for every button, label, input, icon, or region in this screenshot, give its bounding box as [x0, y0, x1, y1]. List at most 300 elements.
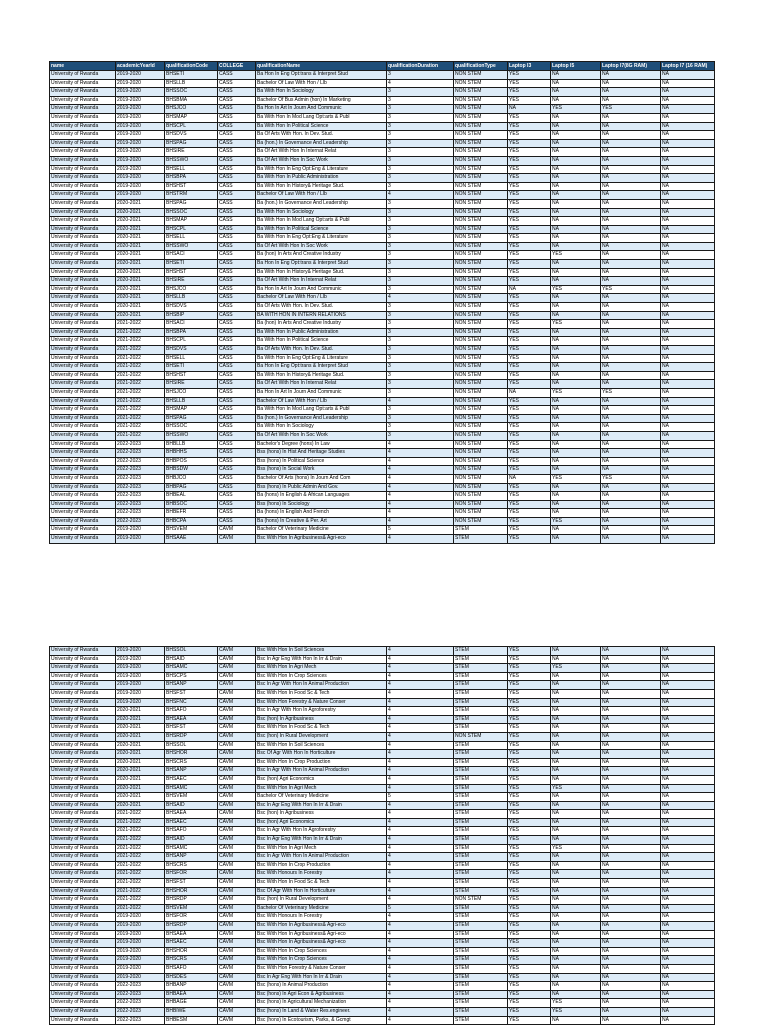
table-cell[interactable]: 2021-2022: [116, 810, 165, 819]
table-cell[interactable]: CASS: [218, 423, 256, 432]
table-cell[interactable]: NA: [551, 380, 601, 389]
table-cell[interactable]: University of Rwanda: [50, 741, 116, 750]
table-cell[interactable]: NA: [601, 96, 661, 105]
table-cell[interactable]: NA: [601, 251, 661, 260]
table-cell[interactable]: 4: [387, 767, 454, 776]
table-cell[interactable]: Bsc With Hon In Agribusiness& Agri-eco: [256, 939, 387, 948]
table-cell[interactable]: University of Rwanda: [50, 88, 116, 97]
table-cell[interactable]: University of Rwanda: [50, 346, 116, 355]
table-cell[interactable]: 2019-2020: [116, 947, 165, 956]
table-cell[interactable]: University of Rwanda: [50, 208, 116, 217]
table-cell[interactable]: BHSVEM: [165, 526, 218, 535]
table-cell[interactable]: NA: [661, 96, 715, 105]
table-cell[interactable]: 2019-2020: [116, 148, 165, 157]
table-cell[interactable]: University of Rwanda: [50, 96, 116, 105]
table-cell[interactable]: CAVM: [218, 707, 256, 716]
table-cell[interactable]: YES: [601, 474, 661, 483]
table-cell[interactable]: 2020-2021: [116, 208, 165, 217]
table-cell[interactable]: NA: [661, 1007, 715, 1016]
table-cell[interactable]: YES: [551, 285, 601, 294]
table-cell[interactable]: NA: [601, 174, 661, 183]
table-cell[interactable]: BHSELL: [165, 165, 218, 174]
table-cell[interactable]: 3: [387, 406, 454, 415]
table-cell[interactable]: Bsc (hons) In Land & Water Res.engineer.: [256, 1007, 387, 1016]
table-cell[interactable]: NA: [601, 689, 661, 698]
table-cell[interactable]: University of Rwanda: [50, 199, 116, 208]
table-cell[interactable]: 2019-2020: [116, 956, 165, 965]
table-cell[interactable]: BHSHOR: [165, 750, 218, 759]
table-cell[interactable]: STEM: [454, 990, 508, 999]
table-cell[interactable]: NA: [661, 474, 715, 483]
table-cell[interactable]: 3: [387, 423, 454, 432]
table-cell[interactable]: 4: [387, 655, 454, 664]
table-cell[interactable]: NA: [661, 818, 715, 827]
table-cell[interactable]: YES: [508, 311, 551, 320]
table-cell[interactable]: NA: [601, 431, 661, 440]
table-cell[interactable]: NON STEM: [454, 182, 508, 191]
table-cell[interactable]: University of Rwanda: [50, 896, 116, 905]
table-cell[interactable]: 4: [387, 750, 454, 759]
table-cell[interactable]: NA: [601, 260, 661, 269]
table-cell[interactable]: 2020-2021: [116, 199, 165, 208]
table-cell[interactable]: University of Rwanda: [50, 191, 116, 200]
table-cell[interactable]: 3: [387, 148, 454, 157]
table-cell[interactable]: CASS: [218, 483, 256, 492]
table-cell[interactable]: NA: [661, 320, 715, 329]
table-cell[interactable]: NA: [551, 973, 601, 982]
table-cell[interactable]: CASS: [218, 113, 256, 122]
table-cell[interactable]: YES: [508, 208, 551, 217]
table-cell[interactable]: BHSJCO: [165, 388, 218, 397]
table-cell[interactable]: NA: [661, 242, 715, 251]
table-cell[interactable]: YES: [508, 758, 551, 767]
table-cell[interactable]: YES: [508, 698, 551, 707]
table-cell[interactable]: 4: [387, 930, 454, 939]
table-cell[interactable]: NON STEM: [454, 225, 508, 234]
table-cell[interactable]: NA: [551, 414, 601, 423]
table-cell[interactable]: 2021-2022: [116, 836, 165, 845]
table-cell[interactable]: CAVM: [218, 724, 256, 733]
table-cell[interactable]: NA: [551, 672, 601, 681]
table-cell[interactable]: 3: [387, 139, 454, 148]
table-cell[interactable]: 2020-2021: [116, 715, 165, 724]
table-cell[interactable]: University of Rwanda: [50, 861, 116, 870]
table-cell[interactable]: NA: [551, 827, 601, 836]
table-cell[interactable]: NA: [601, 784, 661, 793]
table-cell[interactable]: University of Rwanda: [50, 397, 116, 406]
table-cell[interactable]: 2021-2022: [116, 363, 165, 372]
table-cell[interactable]: University of Rwanda: [50, 277, 116, 286]
table-cell[interactable]: STEM: [454, 939, 508, 948]
table-cell[interactable]: NA: [601, 1016, 661, 1025]
table-cell[interactable]: CASS: [218, 509, 256, 518]
table-cell[interactable]: University of Rwanda: [50, 440, 116, 449]
table-cell[interactable]: YES: [508, 689, 551, 698]
table-cell[interactable]: Ba Of Art With Hon In Internat Relat: [256, 148, 387, 157]
table-cell[interactable]: NA: [551, 930, 601, 939]
table-cell[interactable]: NA: [661, 853, 715, 862]
table-cell[interactable]: NA: [551, 363, 601, 372]
table-cell[interactable]: NA: [661, 999, 715, 1008]
table-cell[interactable]: NA: [551, 268, 601, 277]
table-cell[interactable]: 2020-2021: [116, 750, 165, 759]
table-cell[interactable]: Bachelor Of Arts (hons) In Journ And Com: [256, 474, 387, 483]
table-cell[interactable]: 2021-2022: [116, 337, 165, 346]
table-cell[interactable]: NA: [601, 904, 661, 913]
table-cell[interactable]: BHSFOR: [165, 870, 218, 879]
table-cell[interactable]: NA: [601, 973, 661, 982]
table-cell[interactable]: 3: [387, 88, 454, 97]
table-cell[interactable]: 4: [387, 896, 454, 905]
table-cell[interactable]: University of Rwanda: [50, 217, 116, 226]
table-cell[interactable]: University of Rwanda: [50, 939, 116, 948]
table-cell[interactable]: NON STEM: [454, 466, 508, 475]
table-cell[interactable]: CASS: [218, 277, 256, 286]
table-cell[interactable]: NON STEM: [454, 165, 508, 174]
table-cell[interactable]: NA: [601, 414, 661, 423]
table-cell[interactable]: CASS: [218, 474, 256, 483]
table-cell[interactable]: NA: [661, 303, 715, 312]
table-cell[interactable]: YES: [508, 990, 551, 999]
table-cell[interactable]: YES: [508, 999, 551, 1008]
table-cell[interactable]: NON STEM: [454, 483, 508, 492]
table-cell[interactable]: YES: [508, 71, 551, 80]
table-cell[interactable]: CAVM: [218, 1016, 256, 1025]
table-cell[interactable]: NA: [601, 199, 661, 208]
table-cell[interactable]: University of Rwanda: [50, 870, 116, 879]
table-cell[interactable]: 2021-2022: [116, 397, 165, 406]
table-cell[interactable]: Ba With Hon In Political Science: [256, 225, 387, 234]
table-cell[interactable]: BHSRDP: [165, 732, 218, 741]
table-cell[interactable]: CASS: [218, 260, 256, 269]
table-cell[interactable]: NA: [661, 260, 715, 269]
table-cell[interactable]: NON STEM: [454, 131, 508, 140]
table-cell[interactable]: NON STEM: [454, 105, 508, 114]
table-cell[interactable]: NA: [661, 775, 715, 784]
table-cell[interactable]: BHSCPS: [165, 672, 218, 681]
table-cell[interactable]: NA: [601, 277, 661, 286]
table-cell[interactable]: NA: [661, 449, 715, 458]
table-cell[interactable]: NA: [661, 904, 715, 913]
table-cell[interactable]: Bsc With Hon In Agri Mech: [256, 844, 387, 853]
table-cell[interactable]: Bsc With Honours In Forestry: [256, 913, 387, 922]
table-cell[interactable]: University of Rwanda: [50, 371, 116, 380]
table-cell[interactable]: BHSFST: [165, 724, 218, 733]
table-cell[interactable]: Bsc In Agr Eng With Hon In Irr & Drain: [256, 836, 387, 845]
table-cell[interactable]: YES: [508, 887, 551, 896]
table-cell[interactable]: BHSCRS: [165, 956, 218, 965]
table-cell[interactable]: NON STEM: [454, 251, 508, 260]
table-cell[interactable]: University of Rwanda: [50, 732, 116, 741]
table-cell[interactable]: NON STEM: [454, 346, 508, 355]
table-cell[interactable]: STEM: [454, 793, 508, 802]
table-cell[interactable]: University of Rwanda: [50, 990, 116, 999]
table-cell[interactable]: BHSACI: [165, 320, 218, 329]
table-cell[interactable]: BHSLLB: [165, 79, 218, 88]
table-cell[interactable]: 4: [387, 887, 454, 896]
table-cell[interactable]: NA: [551, 303, 601, 312]
table-cell[interactable]: NA: [661, 939, 715, 948]
table-cell[interactable]: 3: [387, 371, 454, 380]
table-cell[interactable]: Bachelor Of Law With Hon / Llb: [256, 79, 387, 88]
table-cell[interactable]: STEM: [454, 982, 508, 991]
table-cell[interactable]: BHSAMC: [165, 664, 218, 673]
table-cell[interactable]: University of Rwanda: [50, 449, 116, 458]
table-cell[interactable]: 2019-2020: [116, 165, 165, 174]
table-cell[interactable]: CAVM: [218, 896, 256, 905]
table-cell[interactable]: NON STEM: [454, 363, 508, 372]
table-cell[interactable]: CAVM: [218, 982, 256, 991]
table-cell[interactable]: YES: [508, 225, 551, 234]
table-cell[interactable]: YES: [508, 535, 551, 544]
table-cell[interactable]: BHSMAP: [165, 113, 218, 122]
table-cell[interactable]: Bsc In Agr Eng With Hon In Irr & Drain: [256, 655, 387, 664]
table-cell[interactable]: Bsc In Agr With Hon In Animal Production: [256, 767, 387, 776]
table-cell[interactable]: BHBEAL: [165, 492, 218, 501]
table-cell[interactable]: NA: [661, 500, 715, 509]
table-cell[interactable]: University of Rwanda: [50, 285, 116, 294]
table-cell[interactable]: 3: [387, 268, 454, 277]
table-cell[interactable]: Bsc (hon) In Agribusiness: [256, 810, 387, 819]
table-cell[interactable]: 4: [387, 775, 454, 784]
table-cell[interactable]: YES: [508, 122, 551, 131]
table-cell[interactable]: YES: [508, 277, 551, 286]
table-cell[interactable]: NA: [601, 337, 661, 346]
table-cell[interactable]: NA: [661, 767, 715, 776]
table-cell[interactable]: CAVM: [218, 647, 256, 656]
table-cell[interactable]: 2019-2020: [116, 698, 165, 707]
table-cell[interactable]: CASS: [218, 346, 256, 355]
table-cell[interactable]: YES: [508, 242, 551, 251]
table-cell[interactable]: CAVM: [218, 818, 256, 827]
table-cell[interactable]: NA: [601, 500, 661, 509]
table-cell[interactable]: University of Rwanda: [50, 320, 116, 329]
table-cell[interactable]: University of Rwanda: [50, 105, 116, 114]
table-cell[interactable]: CAVM: [218, 758, 256, 767]
table-cell[interactable]: NA: [601, 930, 661, 939]
table-cell[interactable]: Bsc (hons) In Ecotourism, Parks, & Gcmgt: [256, 1016, 387, 1025]
table-cell[interactable]: YES: [508, 879, 551, 888]
table-cell[interactable]: 2019-2020: [116, 672, 165, 681]
table-cell[interactable]: University of Rwanda: [50, 758, 116, 767]
table-cell[interactable]: University of Rwanda: [50, 139, 116, 148]
table-cell[interactable]: STEM: [454, 689, 508, 698]
table-cell[interactable]: 2021-2022: [116, 818, 165, 827]
table-cell[interactable]: 3: [387, 414, 454, 423]
table-cell[interactable]: BHSHST: [165, 182, 218, 191]
table-cell[interactable]: University of Rwanda: [50, 930, 116, 939]
table-cell[interactable]: NA: [601, 698, 661, 707]
table-cell[interactable]: BHSACI: [165, 251, 218, 260]
table-cell[interactable]: YES: [508, 156, 551, 165]
table-cell[interactable]: Ba (hons) In English & African Languages: [256, 492, 387, 501]
table-cell[interactable]: 4: [387, 715, 454, 724]
table-cell[interactable]: NON STEM: [454, 423, 508, 432]
table-cell[interactable]: University of Rwanda: [50, 492, 116, 501]
table-cell[interactable]: CAVM: [218, 861, 256, 870]
table-cell[interactable]: NA: [551, 836, 601, 845]
table-cell[interactable]: 4: [387, 492, 454, 501]
table-cell[interactable]: 2021-2022: [116, 887, 165, 896]
table-cell[interactable]: 2020-2021: [116, 775, 165, 784]
table-cell[interactable]: 2021-2022: [116, 406, 165, 415]
table-cell[interactable]: NA: [601, 982, 661, 991]
table-cell[interactable]: University of Rwanda: [50, 982, 116, 991]
table-cell[interactable]: 3: [387, 311, 454, 320]
table-cell[interactable]: CAVM: [218, 801, 256, 810]
table-cell[interactable]: STEM: [454, 758, 508, 767]
table-cell[interactable]: YES: [508, 818, 551, 827]
table-cell[interactable]: BHSFOR: [165, 913, 218, 922]
table-cell[interactable]: STEM: [454, 672, 508, 681]
table-cell[interactable]: BHSPAG: [165, 414, 218, 423]
table-cell[interactable]: NA: [601, 818, 661, 827]
table-cell[interactable]: NON STEM: [454, 517, 508, 526]
table-cell[interactable]: NA: [661, 156, 715, 165]
table-cell[interactable]: CASS: [218, 328, 256, 337]
table-cell[interactable]: YES: [601, 285, 661, 294]
table-cell[interactable]: Bsc With Hon In Agri Mech: [256, 784, 387, 793]
table-cell[interactable]: NA: [661, 793, 715, 802]
table-cell[interactable]: NA: [601, 655, 661, 664]
table-cell[interactable]: BHSSOC: [165, 88, 218, 97]
table-cell[interactable]: Ba With Hon In Political Science: [256, 337, 387, 346]
table-cell[interactable]: 3: [387, 328, 454, 337]
table-cell[interactable]: CAVM: [218, 827, 256, 836]
table-cell[interactable]: STEM: [454, 647, 508, 656]
table-cell[interactable]: Ba Hon In Eng Opt:trans & Interpret Stud: [256, 260, 387, 269]
table-cell[interactable]: YES: [551, 320, 601, 329]
table-cell[interactable]: 2021-2022: [116, 827, 165, 836]
table-cell[interactable]: NA: [601, 380, 661, 389]
table-cell[interactable]: YES: [551, 664, 601, 673]
table-cell[interactable]: 2019-2020: [116, 88, 165, 97]
table-cell[interactable]: 2019-2020: [116, 689, 165, 698]
table-cell[interactable]: University of Rwanda: [50, 904, 116, 913]
table-cell[interactable]: 2022-2023: [116, 517, 165, 526]
table-cell[interactable]: BHSPAG: [165, 139, 218, 148]
table-cell[interactable]: Bachelor Of Veterinary Medicine: [256, 793, 387, 802]
table-cell[interactable]: BHSBMA: [165, 96, 218, 105]
table-cell[interactable]: NA: [661, 423, 715, 432]
table-cell[interactable]: 2021-2022: [116, 414, 165, 423]
table-cell[interactable]: STEM: [454, 836, 508, 845]
table-cell[interactable]: 2020-2021: [116, 251, 165, 260]
table-cell[interactable]: Bsc In Agr With Hon In Animal Production: [256, 681, 387, 690]
table-cell[interactable]: NA: [661, 758, 715, 767]
table-cell[interactable]: 4: [387, 801, 454, 810]
table-cell[interactable]: 3: [387, 174, 454, 183]
table-cell[interactable]: CASS: [218, 457, 256, 466]
table-cell[interactable]: CAVM: [218, 887, 256, 896]
table-cell[interactable]: NA: [661, 414, 715, 423]
table-cell[interactable]: Ba Hon In Art In Journ And Communic: [256, 285, 387, 294]
table-cell[interactable]: BHSJCO: [165, 285, 218, 294]
table-cell[interactable]: NON STEM: [454, 354, 508, 363]
table-cell[interactable]: NA: [601, 225, 661, 234]
table-cell[interactable]: CASS: [218, 492, 256, 501]
table-cell[interactable]: YES: [508, 973, 551, 982]
table-cell[interactable]: NA: [551, 148, 601, 157]
table-cell[interactable]: Bss (hons) In Public Admin And Gov.: [256, 483, 387, 492]
table-cell[interactable]: 2020-2021: [116, 801, 165, 810]
table-cell[interactable]: BHSELL: [165, 354, 218, 363]
table-cell[interactable]: University of Rwanda: [50, 707, 116, 716]
table-cell[interactable]: NON STEM: [454, 474, 508, 483]
table-cell[interactable]: NA: [601, 810, 661, 819]
table-cell[interactable]: University of Rwanda: [50, 466, 116, 475]
table-cell[interactable]: NA: [551, 217, 601, 226]
table-cell[interactable]: NA: [551, 647, 601, 656]
table-cell[interactable]: NA: [601, 861, 661, 870]
table-cell[interactable]: NA: [601, 320, 661, 329]
table-cell[interactable]: NA: [551, 449, 601, 458]
table-cell[interactable]: CAVM: [218, 879, 256, 888]
table-cell[interactable]: YES: [508, 741, 551, 750]
table-cell[interactable]: CAVM: [218, 526, 256, 535]
table-cell[interactable]: University of Rwanda: [50, 793, 116, 802]
table-cell[interactable]: NA: [601, 922, 661, 931]
table-cell[interactable]: 2021-2022: [116, 904, 165, 913]
table-cell[interactable]: 4: [387, 853, 454, 862]
table-cell[interactable]: CAVM: [218, 698, 256, 707]
table-cell[interactable]: NA: [551, 810, 601, 819]
table-cell[interactable]: NA: [661, 982, 715, 991]
table-cell[interactable]: BHSFST: [165, 689, 218, 698]
table-cell[interactable]: YES: [551, 474, 601, 483]
table-cell[interactable]: YES: [551, 1007, 601, 1016]
table-cell[interactable]: NON STEM: [454, 311, 508, 320]
table-cell[interactable]: NA: [551, 354, 601, 363]
table-cell[interactable]: NA: [551, 457, 601, 466]
table-cell[interactable]: NA: [661, 896, 715, 905]
table-cell[interactable]: 2020-2021: [116, 285, 165, 294]
table-cell[interactable]: Ba (hons) In Creative & Per. Art: [256, 517, 387, 526]
table-cell[interactable]: YES: [508, 861, 551, 870]
table-cell[interactable]: BHSMAP: [165, 217, 218, 226]
table-cell[interactable]: BHSSWO: [165, 431, 218, 440]
table-cell[interactable]: NA: [551, 337, 601, 346]
table-cell[interactable]: YES: [508, 784, 551, 793]
table-cell[interactable]: NA: [551, 483, 601, 492]
table-cell[interactable]: 2021-2022: [116, 320, 165, 329]
table-cell[interactable]: NA: [601, 346, 661, 355]
table-cell[interactable]: NA: [601, 423, 661, 432]
table-cell[interactable]: NA: [551, 1016, 601, 1025]
table-cell[interactable]: NA: [601, 990, 661, 999]
table-cell[interactable]: NON STEM: [454, 492, 508, 501]
table-cell[interactable]: NA: [601, 71, 661, 80]
table-cell[interactable]: Ba With Hon In Mod Lang Opt:arts & Publ: [256, 217, 387, 226]
table-cell[interactable]: Bachelor's Degree (hons) In Law: [256, 440, 387, 449]
table-cell[interactable]: University of Rwanda: [50, 887, 116, 896]
table-cell[interactable]: CAVM: [218, 732, 256, 741]
table-cell[interactable]: STEM: [454, 698, 508, 707]
table-cell[interactable]: CASS: [218, 234, 256, 243]
table-cell[interactable]: YES: [508, 964, 551, 973]
table-cell[interactable]: YES: [508, 139, 551, 148]
table-cell[interactable]: 2019-2020: [116, 105, 165, 114]
table-cell[interactable]: 2021-2022: [116, 423, 165, 432]
table-cell[interactable]: NON STEM: [454, 139, 508, 148]
table-cell[interactable]: University of Rwanda: [50, 509, 116, 518]
table-cell[interactable]: YES: [508, 148, 551, 157]
table-cell[interactable]: YES: [508, 732, 551, 741]
table-cell[interactable]: 4: [387, 724, 454, 733]
table-cell[interactable]: 2019-2020: [116, 113, 165, 122]
table-cell[interactable]: 2020-2021: [116, 303, 165, 312]
table-cell[interactable]: YES: [508, 466, 551, 475]
